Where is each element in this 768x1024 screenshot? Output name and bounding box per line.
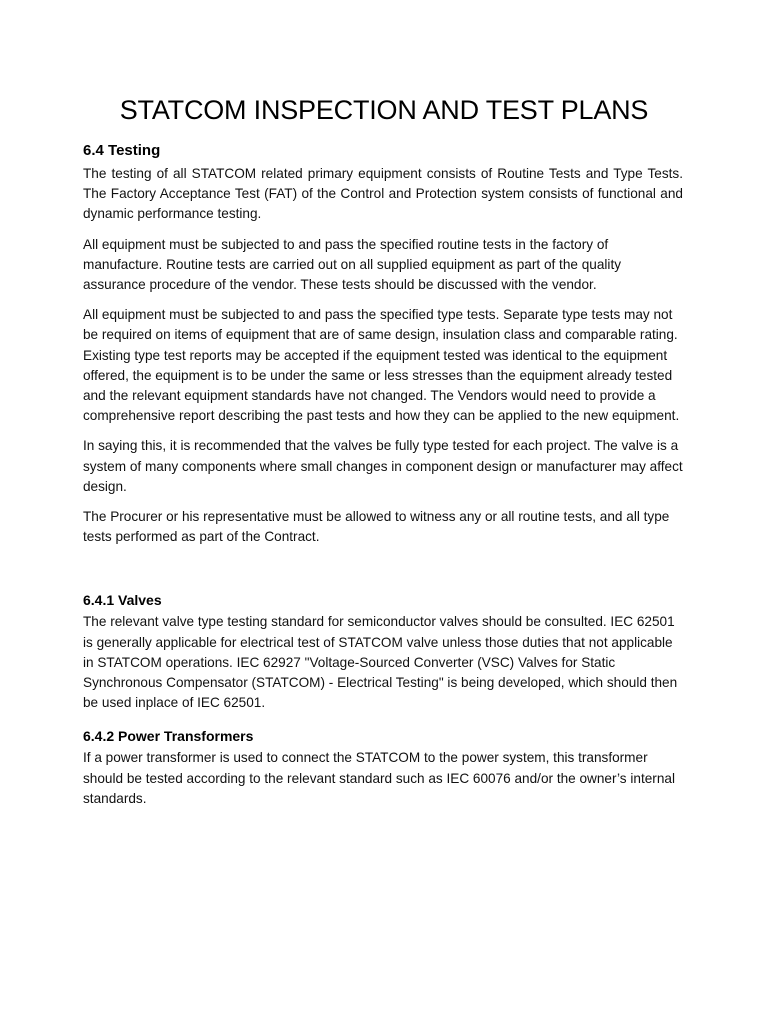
paragraph-routine-tests: All equipment must be subjected to and pass the specified routine tests in the factory of manufacture. Routine tests are carried out on all supplied equipment as part of the quality assurance procedure of the vendor. These tests should be discussed with the vendor.: [83, 236, 622, 293]
section-heading-testing: 6.4 Testing: [83, 142, 161, 159]
subsection-heading-valves: 6.4.1 Valves: [83, 592, 162, 609]
document-body: [83, 140, 683, 809]
subsection-heading-power-transformers: 6.4.2 Power Transformers: [83, 728, 254, 745]
paragraph-witness-tests: The Procurer or his representative must be allowed to witness any or all routine tests, and all type tests performed as part of the Contract.: [83, 509, 670, 545]
subsection-valves: [83, 589, 683, 713]
document-title: STATCOM INSPECTION AND TEST PLANS: [119, 95, 649, 125]
subsection-power-transformers: [83, 725, 683, 809]
paragraph-power-transformers: If a power transformer is used to connect the STATCOM to the power system, this transformer should be tested according to the relevant standard such as IEC 60076 and/or the owner’s internal standards.: [83, 750, 675, 806]
paragraph-valve-recommendation: In saying this, it is recommended that the valves be fully type tested for each project. The valve is a system of many components where small changes in component design or manufacturer may affect design.: [83, 438, 683, 494]
paragraph-valves: The relevant valve type testing standard for semiconductor valves should be consulted. IEC 62501 is generally applicable for electrical test of STATCOM valve unless those duties that not applicable in STATCOM operations. IEC 62927 "Voltage-Sourced Converter (VSC) Valves for Static Synchronous Compensator (STATCOM) - Electrical Testing" is being developed, which should then be used inplace of IEC 62501.: [83, 614, 678, 711]
paragraph-testing-overview: The testing of all STATCOM related primary equipment consists of Routine Tests and Type Tests. The Factory Acceptance Test (FAT) of the Control and Protection system consists of functional and dynamic performance testing.: [83, 166, 683, 222]
paragraph-type-tests: All equipment must be subjected to and pass the specified type tests. Separate type tests may not be required on items of equipment that are of same design, insulation class and comparable rating. Existing type test reports may be accepted if the equipment tested was identical to the equipment offered, the equipment is to be under the same or less stresses than the equipment already tested and the relevant equipment standards have not changed. The Vendors would need to provide a comprehensive report describing the past tests and how they can be applied to the new equipment.: [83, 307, 680, 424]
